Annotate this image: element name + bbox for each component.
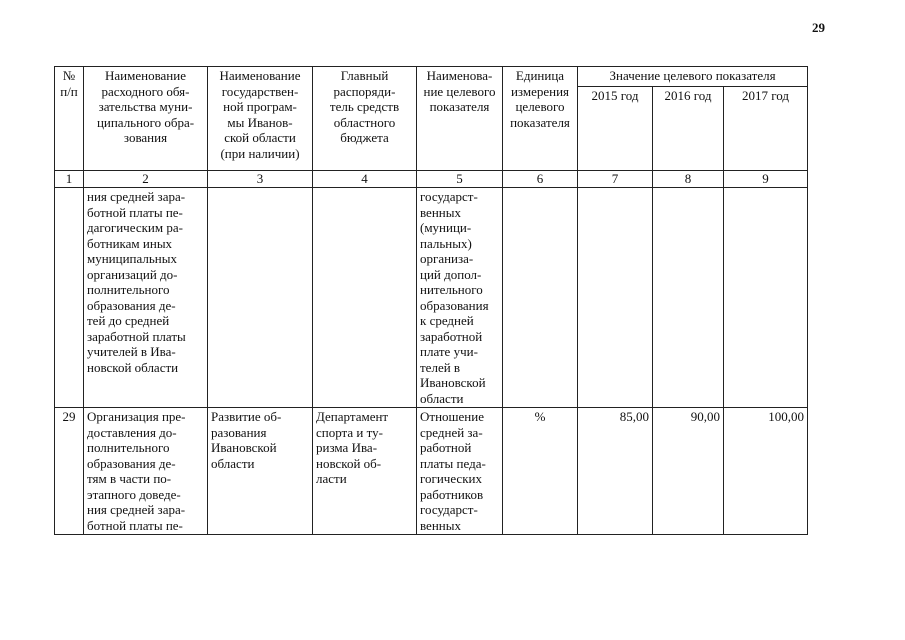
- value-2015-cell: 85,00: [578, 408, 653, 535]
- header-obligation: Наименование расходного обя- зательства муни- ципального обра- зования: [84, 67, 208, 171]
- column-number: 9: [724, 171, 808, 188]
- value-2017-cell: [724, 188, 808, 408]
- header-budget-manager: Главный распоряди- тель средств областного бюджета: [313, 67, 417, 171]
- column-number: 4: [313, 171, 417, 188]
- table-row: [55, 188, 808, 408]
- column-number: 6: [503, 171, 578, 188]
- table-row: [55, 408, 808, 535]
- row-number: [55, 188, 84, 408]
- column-number: 8: [653, 171, 724, 188]
- column-number: 2: [84, 171, 208, 188]
- row-number: 29: [55, 408, 84, 535]
- unit-cell: %: [503, 408, 578, 535]
- column-number: 3: [208, 171, 313, 188]
- obligation-cell: Организация пре- доставления до- полнительного образования де- тям в части по- этапного доведе- ния средней зара- ботной платы пе-: [84, 408, 208, 535]
- target-indicators-table: [54, 66, 808, 535]
- page-number: 29: [812, 20, 825, 35]
- program-cell: Развитие об- разования Ивановской области: [208, 408, 313, 535]
- program-cell: [208, 188, 313, 408]
- header-number: № п/п: [55, 67, 84, 171]
- value-2015-cell: [578, 188, 653, 408]
- header-indicator-values: Значение целевого показателя: [578, 67, 808, 87]
- budget-manager-cell: [313, 188, 417, 408]
- column-numbers-row: [55, 171, 808, 188]
- header-unit: Единица измерения целевого показателя: [503, 67, 578, 171]
- column-number: 1: [55, 171, 84, 188]
- value-2016-cell: 90,00: [653, 408, 724, 535]
- header-year-2015: 2015 год: [578, 87, 653, 171]
- column-number: 5: [417, 171, 503, 188]
- indicator-cell: Отношение средней за- работной платы педа- гогических работников государст- венных: [417, 408, 503, 535]
- header-indicator: Наименова- ние целевого показателя: [417, 67, 503, 171]
- value-2017-cell: 100,00: [724, 408, 808, 535]
- unit-cell: [503, 188, 578, 408]
- obligation-cell: ния средней зара- ботной платы пе- дагогическим ра- ботникам иных муниципальных организаций до- полнительного образования де- тей до средней заработной платы учителей в Ива- новской области: [84, 188, 208, 408]
- budget-manager-cell: Департамент спорта и ту- ризма Ива- новской об- ласти: [313, 408, 417, 535]
- indicator-cell: государст- венных (муници- пальных) организа- ций допол- нительного образования к средней заработной плате учи- телей в Ивановской области: [417, 188, 503, 408]
- value-2016-cell: [653, 188, 724, 408]
- header-year-2017: 2017 год: [724, 87, 808, 171]
- header-year-2016: 2016 год: [653, 87, 724, 171]
- column-number: 7: [578, 171, 653, 188]
- header-program: Наименование государствен- ной програм- мы Иванов- ской области (при наличии): [208, 67, 313, 171]
